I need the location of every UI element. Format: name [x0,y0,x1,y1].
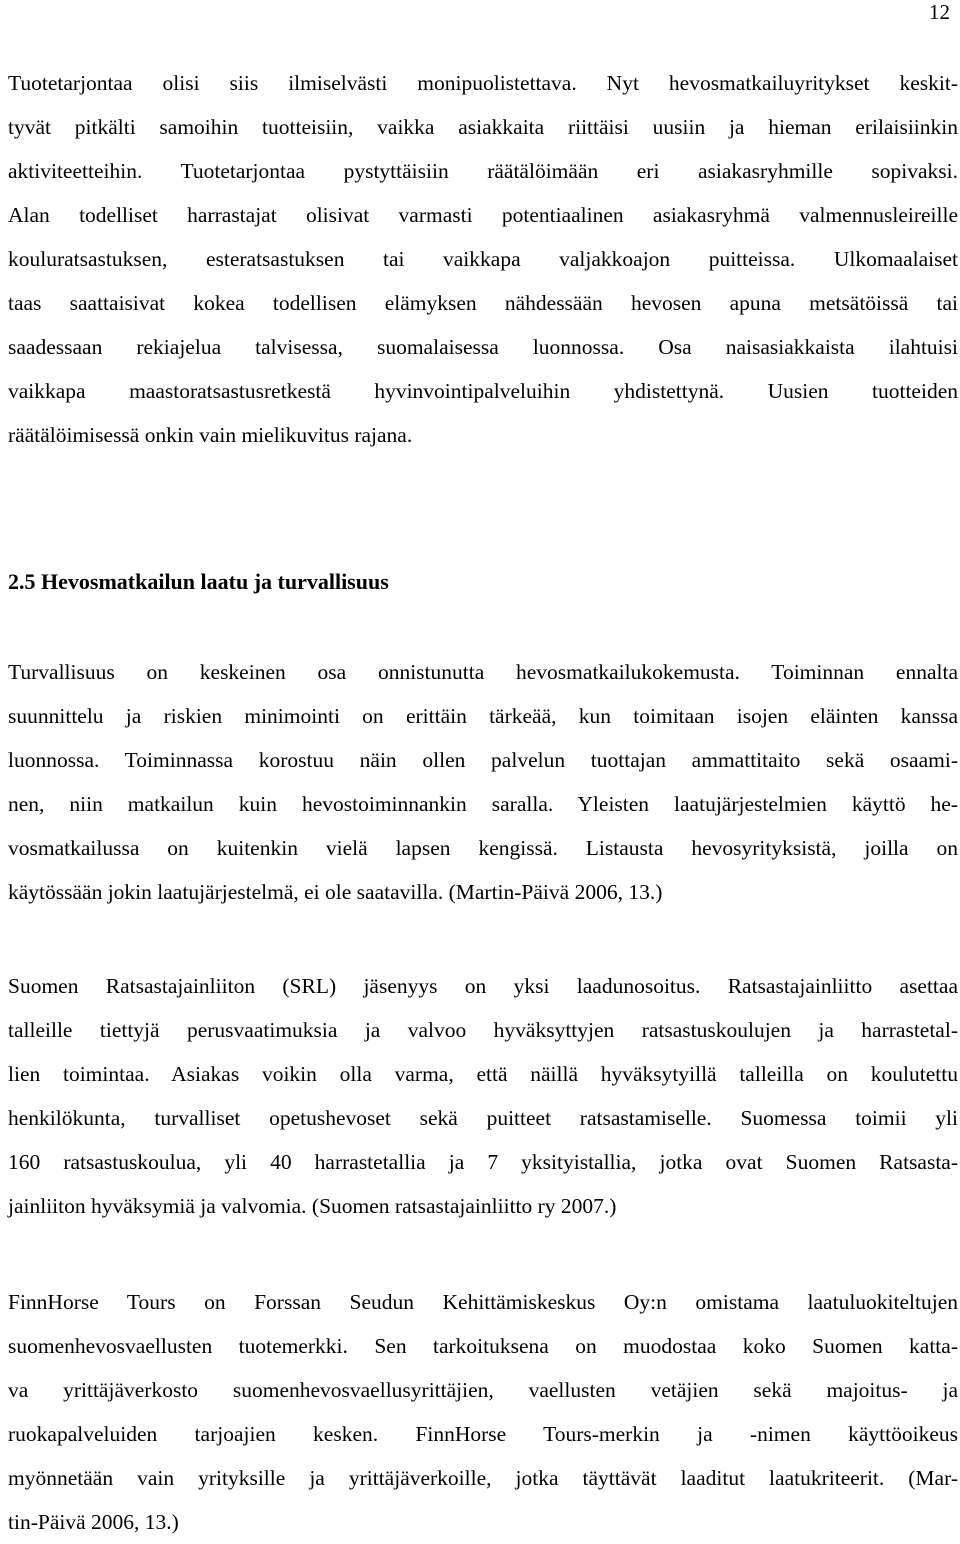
text-line: talleille tiettyjä perusvaatimuksia ja valvoo hyväksyttyjen ratsastuskoulujen ja harrastetal- [8,1018,958,1042]
text-line: suunnittelu ja riskien minimointi on erittäin tärkeää, kun toimitaan isojen eläinten kanssa [8,704,958,728]
text-line: suomenhevosvaellusten tuotemerkki. Sen tarkoituksena on muodostaa koko Suomen katta- [8,1334,958,1358]
text-line: lien toimintaa. Asiakas voikin olla varma, että näillä hyväksytyillä talleilla on koulutettu [8,1062,958,1086]
text-line: Suomen Ratsastajainliiton (SRL) jäsenyys on yksi laadunosoitus. Ratsastajainliitto asettaa [8,974,958,998]
text-line: saadessaan rekiajelua talvisessa, suomalaisessa luonnossa. Osa naisasiakkaista ilahtuisi [8,335,958,359]
text-line: va yrittäjäverkosto suomenhevosvaellusyrittäjien, vaellusten vetäjien sekä majoitus- ja [8,1378,958,1402]
paragraph-srl [8,964,958,1228]
page-number: 12 [929,0,950,24]
text-line: taas saattaisivat kokea todellisen elämyksen nähdessään hevosen apuna metsätöissä tai [8,291,958,315]
text-line: vaikkapa maastoratsastusretkestä hyvinvointipalveluihin yhdistettynä. Uusien tuotteiden [8,379,958,403]
text-line: myönnetään vain yrityksille ja yrittäjäverkoille, jotka täyttävät laaditut laatukriteerit. (Mar- [8,1466,958,1490]
text-line: vosmatkailussa on kuitenkin vielä lapsen kengissä. Listausta hevosyrityksistä, joilla on [8,836,958,860]
text-line: jainliiton hyväksymiä ja valvomia. (Suomen ratsastajainliitto ry 2007.) [8,1194,617,1218]
text-line: henkilökunta, turvalliset opetushevoset sekä puitteet ratsastamiselle. Suomessa toimii yli [8,1106,958,1130]
paragraph-finnhorse-tours [8,1280,958,1544]
text-line: Alan todelliset harrastajat olisivat varmasti potentiaalinen asiakasryhmä valmennusleireille [8,203,958,227]
section-heading: 2.5 Hevosmatkailun laatu ja turvallisuus [8,569,389,594]
paragraph-product-offering [8,61,958,457]
text-line: FinnHorse Tours on Forssan Seudun Kehittämiskeskus Oy:n omistama laatuluokiteltujen [8,1290,958,1314]
text-line: ruokapalveluiden tarjoajien kesken. FinnHorse Tours-merkin ja -nimen käyttöoikeus [8,1422,958,1446]
text-line: nen, niin matkailun kuin hevostoiminnankin saralla. Yleisten laatujärjestelmien käyttö he- [8,792,958,816]
text-line: käytössään jokin laatujärjestelmä, ei ole saatavilla. (Martin-Päivä 2006, 13.) [8,880,663,904]
text-line: tyvät pitkälti samoihin tuotteisiin, vaikka asiakkaita riittäisi uusiin ja hieman erilaisiinkin [8,115,958,139]
text-line: räätälöimisessä onkin vain mielikuvitus rajana. [8,423,413,447]
paragraph-safety [8,650,958,914]
text-line: Tuotetarjontaa olisi siis ilmiselvästi monipuolistettava. Nyt hevosmatkailuyritykset keskit- [8,71,958,95]
text-line: Turvallisuus on keskeinen osa onnistunutta hevosmatkailukokemusta. Toiminnan ennalta [8,660,958,684]
text-line: kouluratsastuksen, esteratsastuksen tai vaikkapa valjakkoajon puitteissa. Ulkomaalaiset [8,247,958,271]
text-line: aktiviteetteihin. Tuotetarjontaa pystyttäisiin räätälöimään eri asiakasryhmille sopivaksi. [8,159,958,183]
text-line: luonnossa. Toiminnassa korostuu näin ollen palvelun tuottajan ammattitaito sekä osaami- [8,748,958,772]
text-line: 160 ratsastuskoulua, yli 40 harrastetallia ja 7 yksityistallia, jotka ovat Suomen Ratsasta- [8,1150,958,1174]
text-line: tin-Päivä 2006, 13.) [8,1510,179,1534]
